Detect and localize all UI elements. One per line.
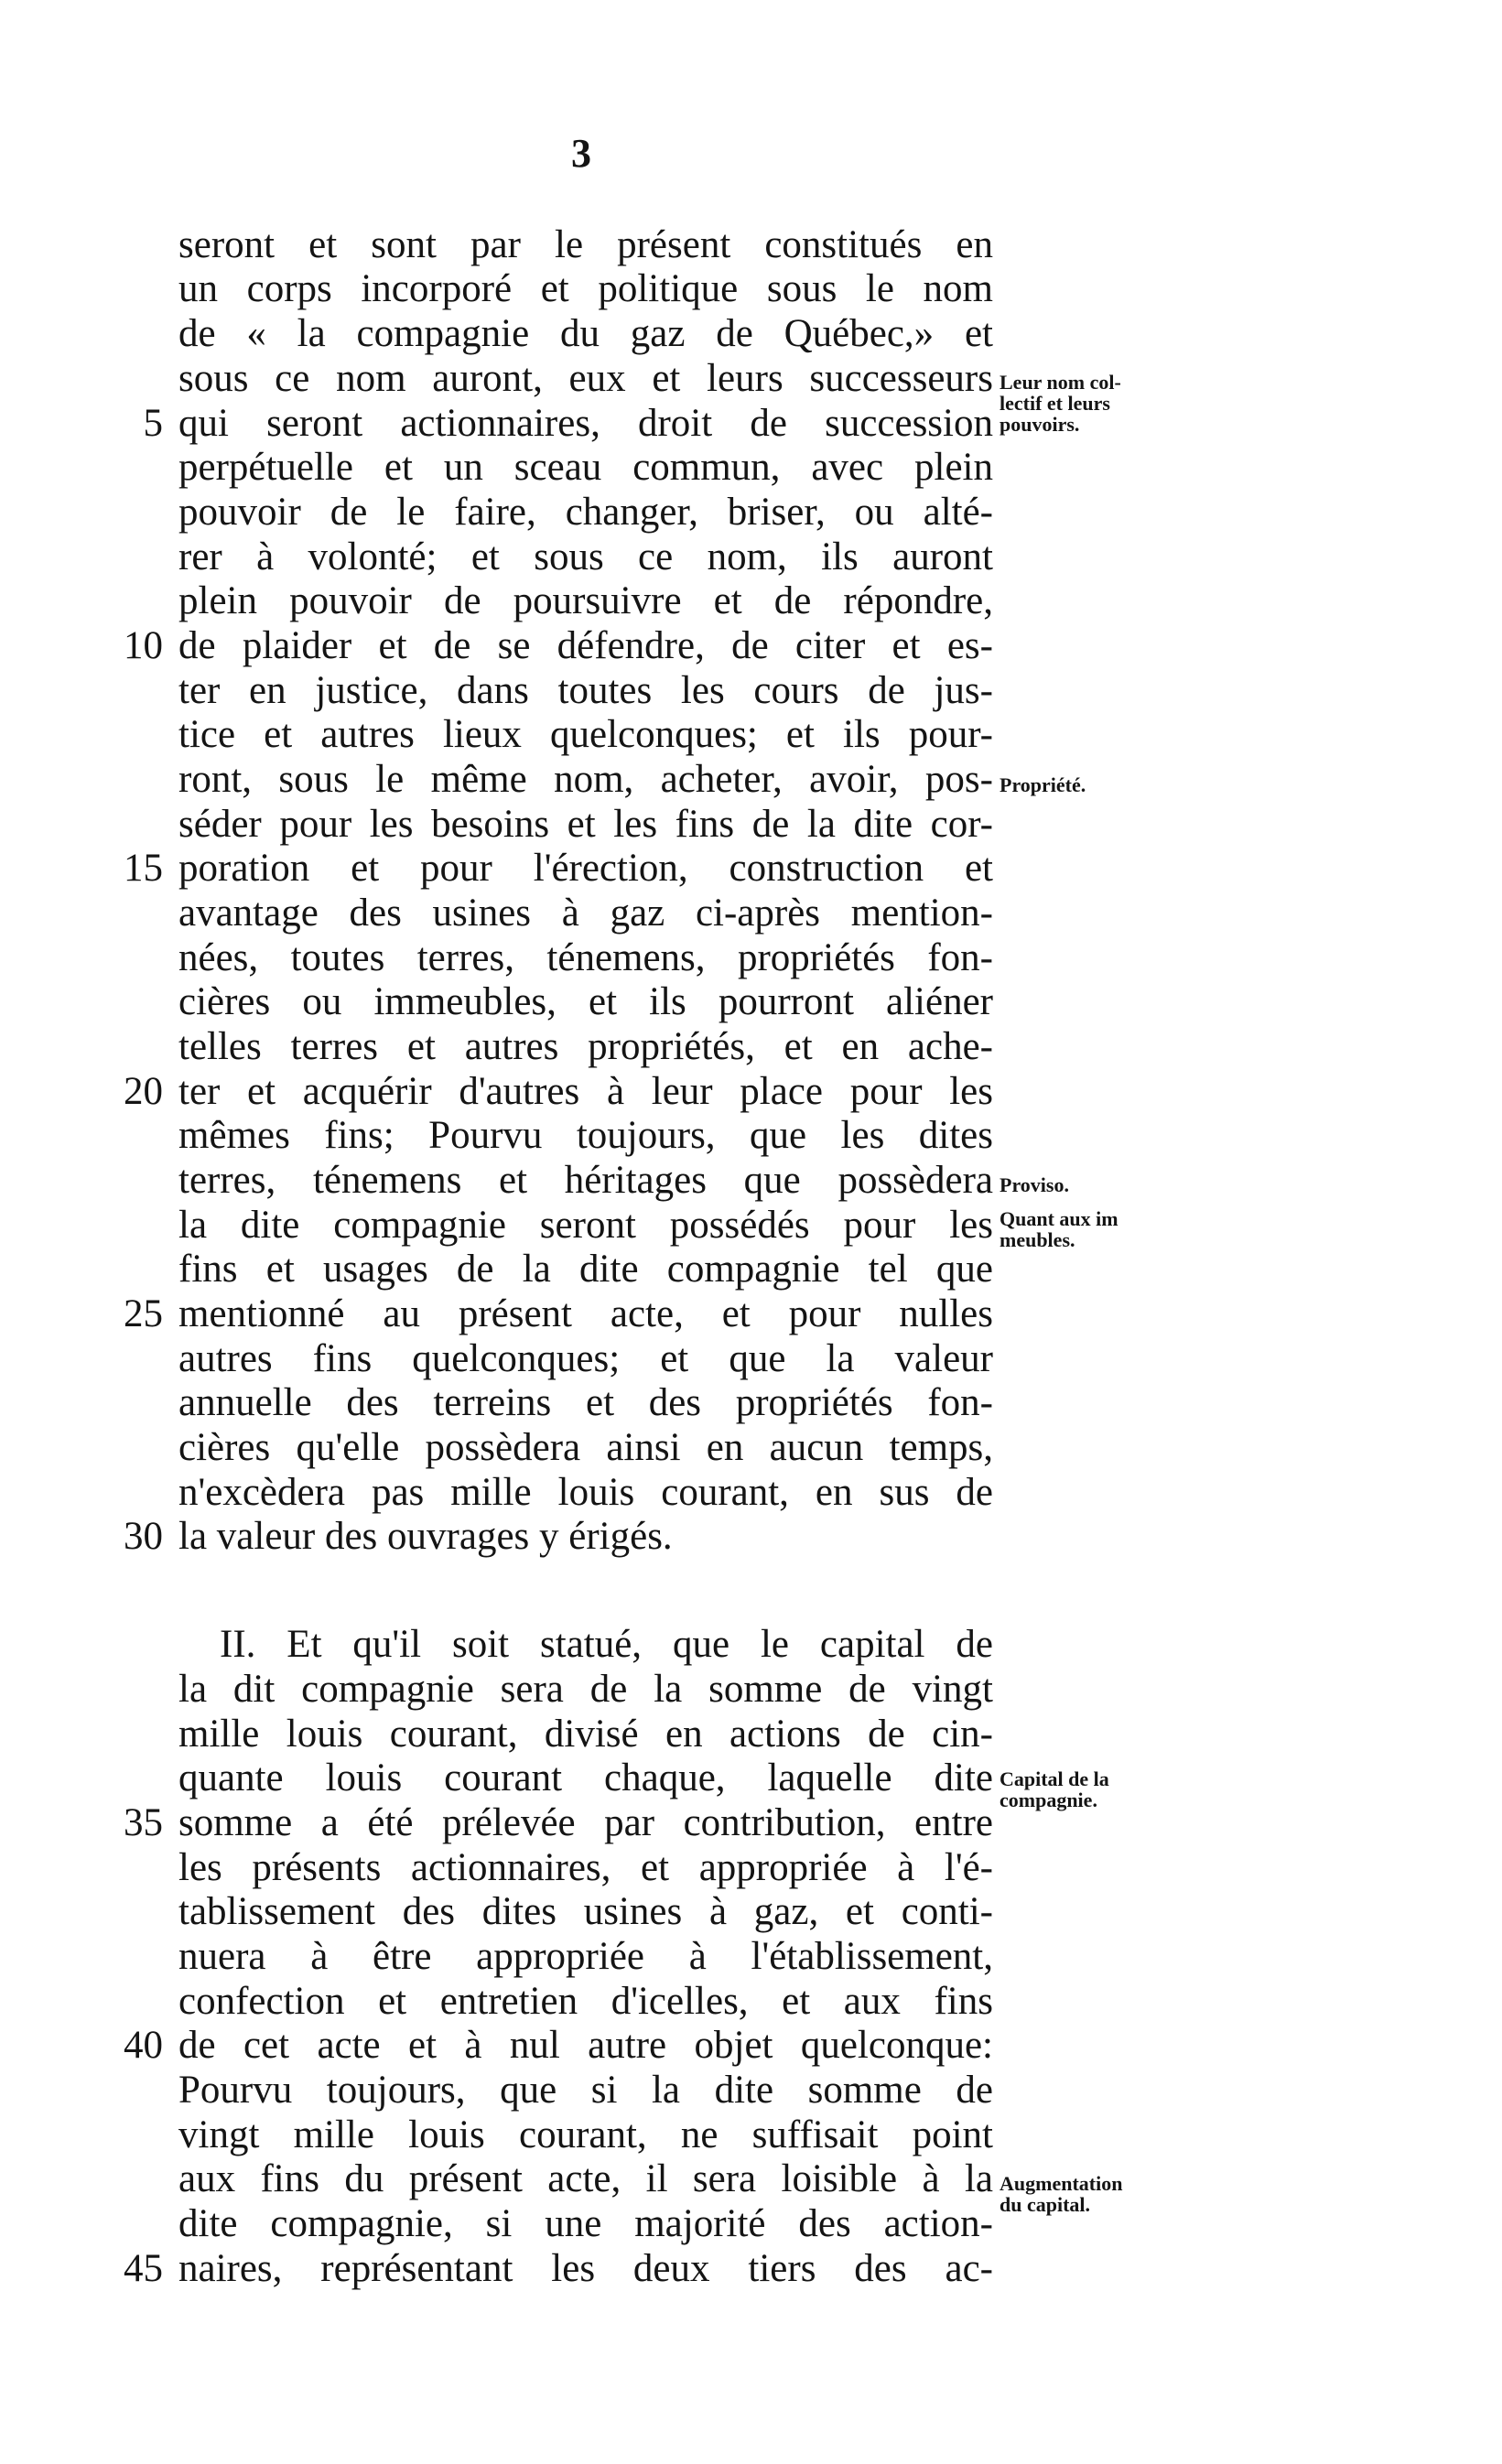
text-line: la dite compagnie seront possédés pour les [178, 1204, 993, 1247]
text-line: de « la compagnie du gaz de Québec,» et [178, 312, 993, 355]
text-line: sous ce nom auront, eux et leurs successeurs [178, 357, 993, 400]
text-line: vingt mille louis courant, ne suffisait point [178, 2113, 993, 2156]
text-line: cières qu'elle possèdera ainsi en aucun temps, [178, 1426, 993, 1469]
text-line: n'excèdera pas mille louis courant, en sus de [178, 1471, 993, 1514]
text-line: dite compagnie, si une majorité des action- [178, 2202, 993, 2245]
margin-note-line: lectif et leurs [1000, 392, 1110, 415]
margin-note-line: meubles. [1000, 1228, 1075, 1251]
line-number: 5 [143, 402, 163, 445]
line-number: 35 [124, 1801, 163, 1844]
text-line: II. Et qu'il soit statué, que le capital de [220, 1623, 993, 1666]
text-line: tablissement des dites usines à gaz, et conti- [178, 1890, 993, 1933]
margin-note-augmentation [1000, 2173, 1192, 2215]
margin-note-line: compagnie. [1000, 1789, 1097, 1811]
text-line: somme a été prélevée par contribution, entre [178, 1801, 993, 1844]
text-line: de plaider et de se défendre, de citer et es- [178, 624, 993, 667]
text-line: mille louis courant, divisé en actions de cin- [178, 1713, 993, 1756]
text-line: avantage des usines à gaz ci-après mention- [178, 892, 993, 935]
line-number: 40 [124, 2024, 163, 2067]
text-line: la valeur des ouvrages y érigés. [178, 1515, 673, 1558]
text-line: les présents actionnaires, et appropriée à l'é- [178, 1846, 993, 1889]
margin-note-proviso: Proviso. [1000, 1173, 1069, 1196]
text-line: mêmes fins; Pourvu toujours, que les dites [178, 1114, 993, 1157]
text-line: annuelle des terreins et des propriétés fon- [178, 1381, 993, 1424]
text-line: nées, toutes terres, ténemens, propriétés fon- [178, 936, 993, 979]
line-number: 20 [124, 1070, 163, 1113]
text-line: Pourvu toujours, que si la dite somme de [178, 2069, 993, 2112]
text-line: telles terres et autres propriétés, et en ache- [178, 1025, 993, 1068]
text-line: aux fins du présent acte, il sera loisible à la [178, 2157, 993, 2200]
text-line: seront et sont par le présent constitués en [178, 223, 993, 266]
line-number: 10 [124, 624, 163, 667]
text-line: cières ou immeubles, et ils pourront aliéner [178, 980, 993, 1023]
text-line: quante louis courant chaque, laquelle dite [178, 1756, 993, 1799]
text-line: pouvoir de le faire, changer, briser, ou alté- [178, 491, 993, 534]
margin-note-line: du capital. [1000, 2193, 1091, 2216]
margin-note-line: Capital de la [1000, 1767, 1109, 1790]
page-number: 3 [571, 131, 591, 176]
line-number: 25 [124, 1292, 163, 1335]
margin-note-line: pouvoirs. [1000, 413, 1080, 436]
text-line: ront, sous le même nom, acheter, avoir, pos- [178, 758, 993, 801]
text-line: mentionné au présent acte, et pour nulles [178, 1292, 993, 1335]
text-line: naires, représentant les deux tiers des ac- [178, 2247, 993, 2290]
margin-note-capital [1000, 1768, 1192, 1810]
text-line: fins et usages de la dite compagnie tel que [178, 1248, 993, 1291]
margin-note-line: Leur nom col- [1000, 371, 1121, 394]
text-line: confection et entretien d'icelles, et aux fins [178, 1980, 993, 2023]
line-number: 15 [124, 847, 163, 890]
text-line: perpétuelle et un sceau commun, avec plein [178, 446, 993, 489]
text-line: de cet acte et à nul autre objet quelconque: [178, 2024, 993, 2067]
margin-note-quant-aux [1000, 1208, 1192, 1250]
line-number: 30 [124, 1515, 163, 1558]
margin-note-leur-nom [1000, 372, 1192, 435]
text-line: un corps incorporé et politique sous le nom [178, 267, 993, 310]
text-line: poration et pour l'érection, construction et [178, 847, 993, 890]
text-line: autres fins quelconques; et que la valeur [178, 1337, 993, 1380]
text-line: plein pouvoir de poursuivre et de répondre, [178, 579, 993, 622]
margin-note-line: Quant aux im [1000, 1207, 1118, 1230]
text-line: nuera à être appropriée à l'établissement, [178, 1935, 993, 1978]
text-line: rer à volonté; et sous ce nom, ils auront [178, 535, 993, 578]
margin-note-line: Augmentation [1000, 2172, 1123, 2195]
text-line: la dit compagnie sera de la somme de vingt [178, 1668, 993, 1711]
text-line: terres, ténemens et héritages que possèdera [178, 1159, 993, 1202]
line-number: 45 [124, 2247, 163, 2290]
text-line: qui seront actionnaires, droit de succession [178, 402, 993, 445]
text-line: ter en justice, dans toutes les cours de jus- [178, 669, 993, 712]
margin-note-propriete: Propriété. [1000, 773, 1086, 796]
text-line: tice et autres lieux quelconques; et ils pour- [178, 713, 993, 756]
text-line: ter et acquérir d'autres à leur place pour les [178, 1070, 993, 1113]
text-line: séder pour les besoins et les fins de la dite cor- [178, 803, 993, 846]
